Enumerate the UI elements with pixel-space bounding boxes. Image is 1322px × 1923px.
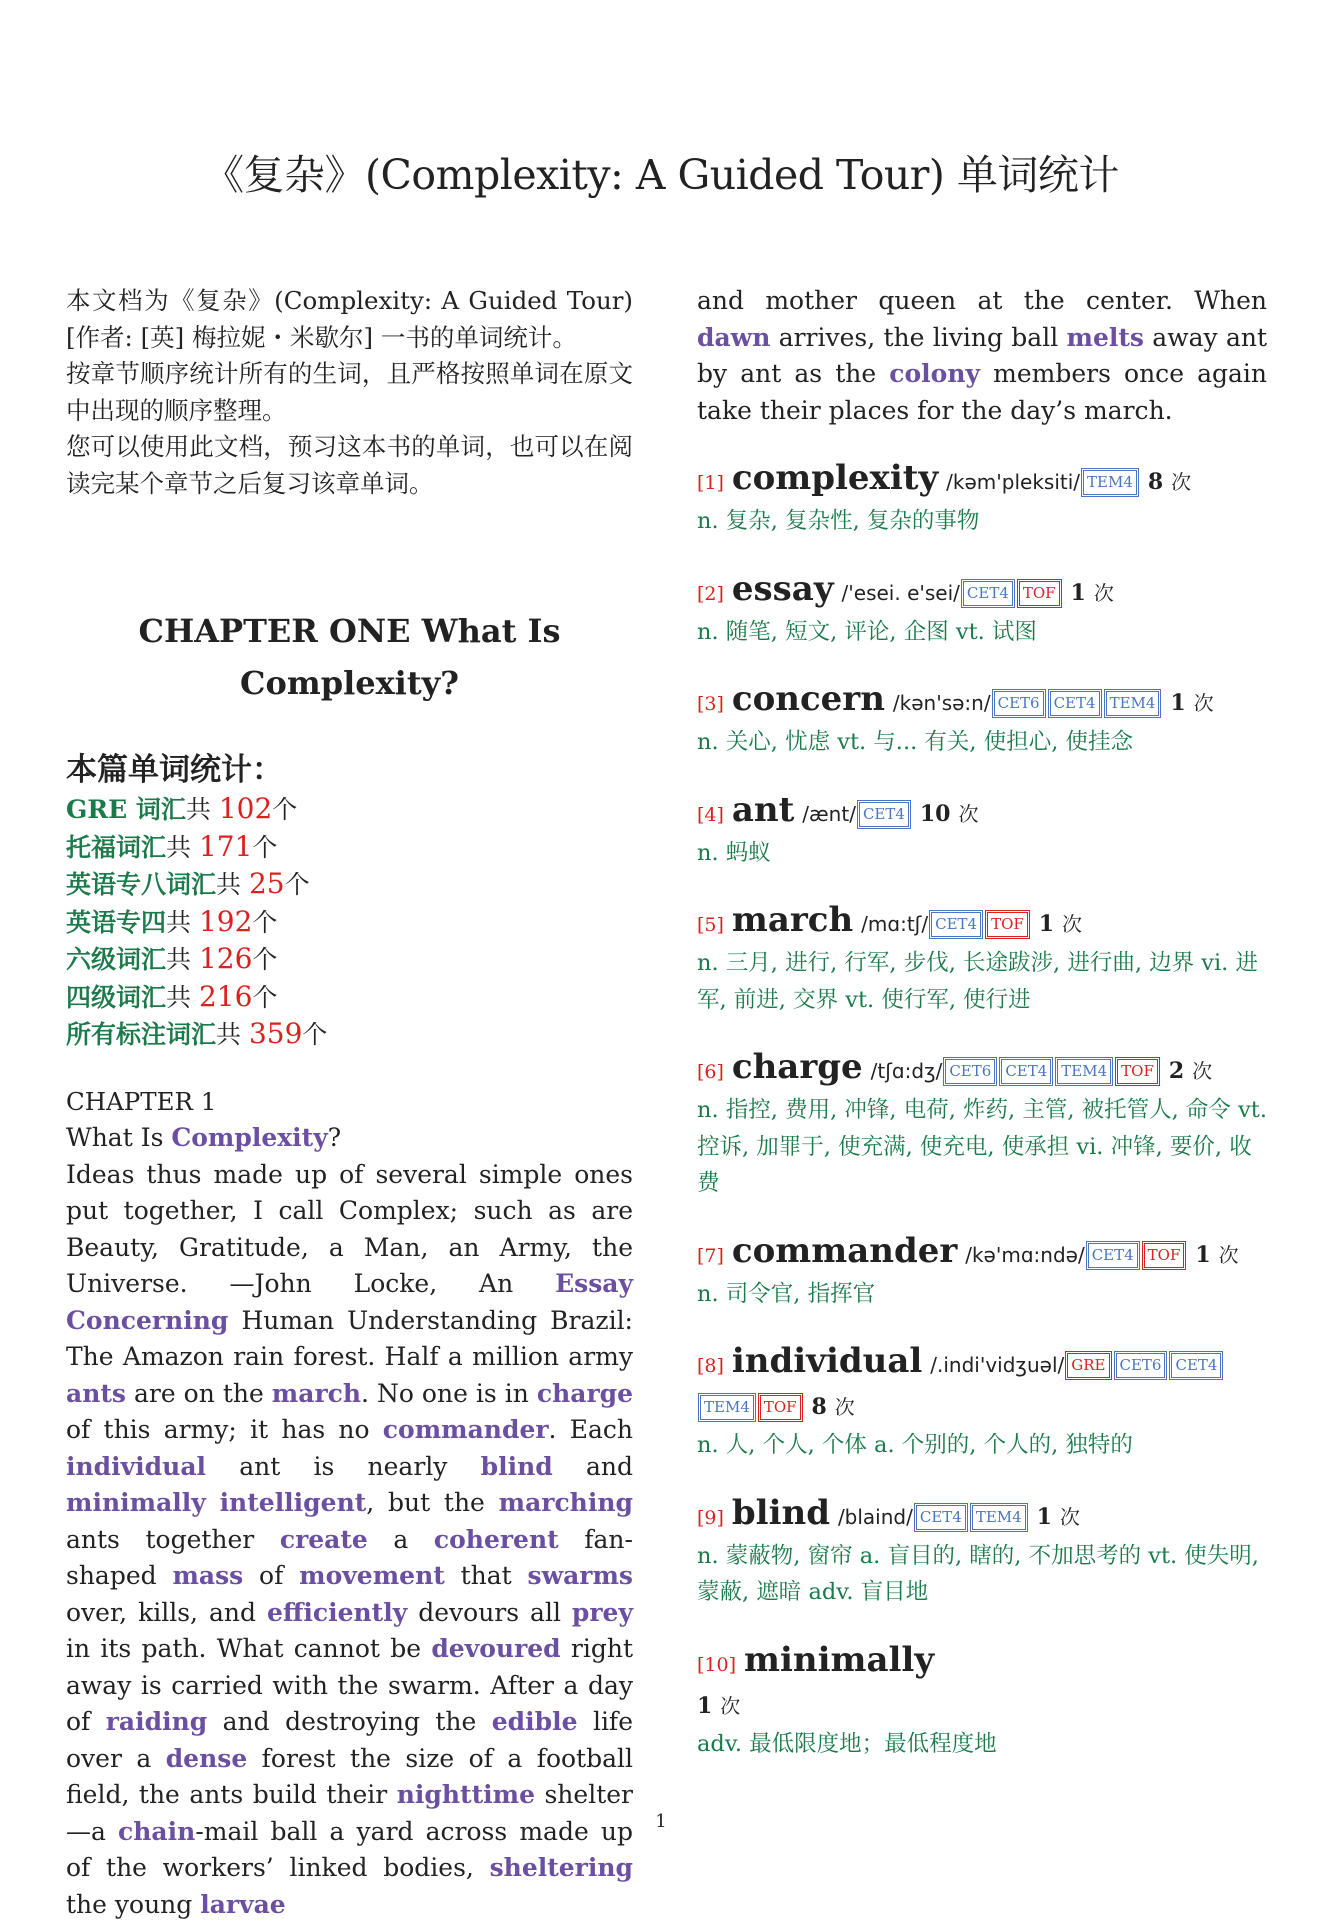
exam-tag: CET6 — [945, 1059, 995, 1084]
word-entry — [697, 1493, 1267, 1611]
stat-label: 托福词汇 — [66, 833, 166, 862]
intro-line: 按章节顺序统计所有的生词，且严格按照单词在原文中出现的顺序整理。 — [66, 359, 633, 425]
stat-row — [66, 1016, 633, 1054]
entry-word: concern — [732, 679, 885, 719]
entry-count: 1 — [1170, 690, 1185, 716]
stat-unit: 个 — [272, 795, 297, 824]
passage-text: right away is carried with the swarm. After a day of — [66, 1634, 633, 1736]
exam-tag: TEM4 — [1106, 691, 1160, 716]
entry-phonetic: /kəm'pleksiti/ — [946, 470, 1080, 494]
stat-row — [66, 941, 633, 979]
passage-left — [66, 1157, 633, 1923]
entry-count-unit: 次 — [1094, 581, 1114, 605]
stat-count: 171 — [199, 830, 252, 863]
entry-word: complexity — [732, 458, 938, 498]
entry-head — [697, 569, 1267, 614]
entry-head — [697, 1341, 1267, 1427]
passage-keyword: colony — [889, 359, 980, 388]
passage-text: . No one is in — [361, 1379, 537, 1408]
passage-keyword: dense — [166, 1744, 248, 1773]
passage-keyword: dawn — [697, 323, 770, 352]
entry-number: [9] — [697, 1507, 724, 1529]
stat-unit: 个 — [252, 945, 277, 974]
word-entry — [697, 569, 1267, 651]
entry-definition: n. 司令官, 指挥官 — [697, 1276, 1267, 1313]
entry-word: minimally — [744, 1640, 934, 1680]
stat-mid: 共 — [216, 1020, 249, 1049]
entry-word: individual — [732, 1341, 922, 1381]
entry-word: march — [732, 900, 853, 940]
entry-phonetic: /tʃɑ:dʒ/ — [871, 1059, 943, 1083]
exam-tag: GRE — [1067, 1353, 1109, 1378]
passage-keyword: Concerning — [66, 1306, 228, 1335]
passage-text: the young — [66, 1890, 200, 1919]
word-entry — [697, 900, 1267, 1018]
stat-count: 126 — [199, 942, 252, 975]
stat-mid: 共 — [216, 870, 249, 899]
entry-count: 8 — [812, 1394, 827, 1420]
word-entries — [697, 458, 1267, 1762]
passage-keyword: individual — [66, 1452, 206, 1481]
stat-label: 所有标注词汇 — [66, 1020, 216, 1049]
chapter-heading — [66, 605, 633, 709]
entry-head — [697, 1493, 1267, 1538]
entry-count: 1 — [1071, 580, 1086, 606]
passage-text: and mother queen at the center. When — [697, 286, 1267, 315]
exam-tag: CET4 — [963, 581, 1013, 606]
stat-mid: 共 — [166, 908, 199, 937]
word-entry — [697, 1047, 1267, 1202]
passage-keyword: swarms — [528, 1561, 634, 1590]
entry-count-unit: 次 — [1060, 1505, 1080, 1529]
entry-phonetic: /kə'mɑ:ndə/ — [965, 1243, 1084, 1267]
entry-number: [10] — [697, 1654, 736, 1676]
exam-tag: CET4 — [1001, 1059, 1051, 1084]
entry-definition: n. 三月, 进行, 行军, 步伐, 长途跋涉, 进行曲, 边界 vi. 进军, 前进, 交界 vt. 使行军, 使行进 — [697, 945, 1267, 1018]
stat-label: 四级词汇 — [66, 983, 166, 1012]
exam-tag: CET4 — [1088, 1243, 1138, 1268]
passage-text: ants together — [66, 1525, 280, 1554]
stat-row — [66, 866, 633, 904]
entry-definition: n. 关心, 忧虑 vt. 与... 有关, 使担心, 使挂念 — [697, 724, 1267, 761]
word-entry — [697, 458, 1267, 540]
exam-tag: TOF — [1117, 1059, 1158, 1084]
entry-phonetic: /'esei. e'sei/ — [842, 581, 960, 605]
intro-line: 本文档为《复杂》(Complexity: A Guided Tour)[作者: [英] 梅拉妮・米歇尔] 一书的单词统计。 — [66, 286, 633, 352]
entry-count-unit: 次 — [1194, 691, 1214, 715]
stat-count: 359 — [249, 1017, 302, 1050]
passage-keyword: efficiently — [267, 1598, 407, 1627]
exam-tag: CET4 — [859, 802, 909, 827]
entry-head — [697, 900, 1267, 945]
entry-definition: adv. 最低限度地；最低程度地 — [697, 1726, 1267, 1763]
stat-row — [66, 829, 633, 867]
entry-count: 2 — [1169, 1058, 1184, 1084]
passage-keyword: chain — [118, 1817, 195, 1846]
intro-paragraph — [66, 283, 633, 502]
passage-text: fan-shaped — [66, 1525, 633, 1591]
entry-definition: n. 复杂, 复杂性, 复杂的事物 — [697, 503, 1267, 540]
document-title: 《复杂》(Complexity: A Guided Tour) 单词统计 — [0, 142, 1322, 201]
passage-text: -mail ball a yard across made up of the workers’ linked bodies, — [66, 1817, 633, 1883]
entry-count-unit: 次 — [958, 802, 978, 826]
passage-text: life over a — [66, 1707, 633, 1773]
entry-count-unit: 次 — [835, 1395, 855, 1419]
passage-text: away ant by ant as the — [697, 323, 1267, 389]
passage-keyword: blind — [481, 1452, 553, 1481]
entry-number: [2] — [697, 583, 724, 605]
exam-tag: TOF — [987, 912, 1028, 937]
passage-text: and — [553, 1452, 633, 1481]
passage-keyword: devoured — [431, 1634, 560, 1663]
entry-number: [4] — [697, 804, 724, 826]
entry-count-unit: 次 — [1219, 1243, 1239, 1267]
passage-keyword: Essay — [555, 1269, 633, 1298]
stat-row — [66, 979, 633, 1017]
stat-unit: 个 — [252, 833, 277, 862]
exam-tag: CET4 — [916, 1505, 966, 1530]
entry-count-unit: 次 — [1062, 912, 1082, 936]
passage-text: of — [243, 1561, 299, 1590]
entry-number: [1] — [697, 472, 724, 494]
chapter-heading-line: CHAPTER ONE What Is — [66, 605, 633, 657]
passage-keyword: marching — [499, 1488, 633, 1517]
exam-tag: CET4 — [1171, 1353, 1221, 1378]
entry-phonetic: /ænt/ — [802, 802, 856, 826]
exam-tag: CET6 — [1116, 1353, 1166, 1378]
passage-keyword: edible — [492, 1707, 578, 1736]
entry-phonetic: /.indi'vidʒuəl/ — [930, 1353, 1064, 1377]
stat-label: 英语专四 — [66, 908, 166, 937]
passage-text: are on the — [126, 1379, 272, 1408]
passage-keyword: charge — [537, 1379, 633, 1408]
passage-text: shelter—a — [66, 1780, 633, 1846]
entry-head — [697, 1640, 1267, 1726]
subtitle-post: ? — [328, 1123, 341, 1152]
entry-count-unit: 次 — [1192, 1059, 1212, 1083]
entry-definition: n. 人, 个人, 个体 a. 个别的, 个人的, 独特的 — [697, 1427, 1267, 1464]
entry-count: 1 — [1195, 1242, 1210, 1268]
stat-unit: 个 — [252, 908, 277, 937]
passage-keyword: ants — [66, 1379, 126, 1408]
passage-keyword: sheltering — [490, 1853, 633, 1882]
exam-tag: TEM4 — [700, 1395, 754, 1420]
passage-text: ant is nearly — [206, 1452, 481, 1481]
passage-text: Ideas thus made up of several simple ones put together, I call Complex; such as are Beauty, Gratitude, a Man, an Army, the Universe. —John Locke, An — [66, 1160, 633, 1299]
entry-head — [697, 1231, 1267, 1276]
word-entry — [697, 1231, 1267, 1313]
word-entry — [697, 1341, 1267, 1464]
entry-phonetic: /mɑ:tʃ/ — [861, 912, 928, 936]
entry-count: 10 — [920, 801, 951, 827]
entry-number: [3] — [697, 693, 724, 715]
entry-number: [5] — [697, 914, 724, 936]
exam-tag: TEM4 — [1057, 1059, 1111, 1084]
entry-number: [7] — [697, 1245, 724, 1267]
subtitle-pre: What Is — [66, 1123, 171, 1152]
passage-text: . Each — [549, 1415, 633, 1444]
entry-word: essay — [732, 569, 834, 609]
passage-keyword: larvae — [200, 1890, 286, 1919]
word-entry — [697, 1640, 1267, 1763]
exam-tag: CET4 — [931, 912, 981, 937]
entry-count-unit: 次 — [1171, 470, 1191, 494]
passage-right — [697, 283, 1267, 429]
word-entry — [697, 790, 1267, 872]
entry-definition: n. 随笔, 短文, 评论, 企图 vt. 试图 — [697, 614, 1267, 651]
entry-number: [6] — [697, 1061, 724, 1083]
stat-count: 192 — [199, 905, 252, 938]
entry-phonetic: /kən'sə:n/ — [893, 691, 991, 715]
stat-mid: 共 — [166, 983, 199, 1012]
stat-mid: 共 — [186, 795, 219, 824]
stat-unit: 个 — [302, 1020, 327, 1049]
stat-mid: 共 — [166, 945, 199, 974]
entry-head — [697, 458, 1267, 503]
entry-count: 1 — [1039, 911, 1054, 937]
stat-label: 英语专八词汇 — [66, 870, 216, 899]
stat-label: 六级词汇 — [66, 945, 166, 974]
entry-head — [697, 790, 1267, 835]
passage-text: arrives, the living ball — [770, 323, 1066, 352]
passage-text: members once again take their places for the day’s march. — [697, 359, 1267, 425]
passage-keyword: minimally — [66, 1488, 206, 1517]
stat-unit: 个 — [285, 870, 310, 899]
entry-number: [8] — [697, 1355, 724, 1377]
passage-text: of this army; it has no — [66, 1415, 383, 1444]
exam-tag: TOF — [1019, 581, 1060, 606]
passage-text: forest the size of a football field, the ants build their — [66, 1744, 633, 1810]
entry-word: ant — [732, 790, 794, 830]
passage-text: a — [368, 1525, 434, 1554]
passage-keyword: intelligent — [220, 1488, 367, 1517]
entry-head — [697, 679, 1267, 724]
passage-keyword: march — [272, 1379, 361, 1408]
entry-definition: n. 指控, 费用, 冲锋, 电荷, 炸药, 主管, 被托管人, 命令 vt. 控诉, 加罪于, 使充满, 使充电, 使承担 vi. 冲锋, 要价, 收费 — [697, 1092, 1267, 1202]
chapter-subtitle — [66, 1120, 633, 1157]
passage-keyword: coherent — [434, 1525, 559, 1554]
passage-keyword: mass — [172, 1561, 243, 1590]
right-column — [697, 283, 1267, 1762]
stats-list — [66, 791, 633, 1054]
passage-keyword: prey — [572, 1598, 633, 1627]
word-entry — [697, 679, 1267, 761]
entry-word: commander — [732, 1231, 957, 1271]
passage-text: Human Understanding Brazil: The Amazon rain forest. Half a million army — [66, 1306, 633, 1372]
passage-text: devours all — [407, 1598, 572, 1627]
chapter-heading-line: Complexity? — [66, 657, 633, 709]
entry-definition: n. 蒙蔽物, 窗帘 a. 盲目的, 瞎的, 不加思考的 vt. 使失明, 蒙蔽, 遮暗 adv. 盲目地 — [697, 1538, 1267, 1611]
passage-keyword: create — [280, 1525, 368, 1554]
entry-count-unit: 次 — [720, 1694, 740, 1718]
stat-count: 216 — [199, 980, 252, 1013]
exam-tag: TEM4 — [972, 1505, 1026, 1530]
entry-word: blind — [732, 1493, 830, 1533]
passage-text: over, kills, and — [66, 1598, 267, 1627]
stat-mid: 共 — [166, 833, 199, 862]
exam-tag: CET6 — [994, 691, 1044, 716]
left-column — [66, 283, 633, 1923]
passage-keyword: melts — [1067, 323, 1144, 352]
entry-phonetic: /blaind/ — [838, 1505, 913, 1529]
passage-text — [206, 1488, 220, 1517]
exam-tag: TOF — [1144, 1243, 1185, 1268]
page-number: 1 — [0, 1811, 1322, 1832]
passage-text: , but the — [366, 1488, 498, 1517]
passage-text: in its path. What cannot be — [66, 1634, 431, 1663]
passage-text: that — [445, 1561, 528, 1590]
passage-keyword: movement — [299, 1561, 445, 1590]
passage-keyword: nighttime — [397, 1780, 535, 1809]
exam-tag: TEM4 — [1083, 470, 1137, 495]
stat-count: 102 — [219, 792, 272, 825]
subtitle-keyword: Complexity — [171, 1123, 327, 1152]
stat-row — [66, 904, 633, 942]
stat-unit: 个 — [252, 983, 277, 1012]
entry-count: 1 — [697, 1693, 712, 1719]
entry-word: charge — [732, 1047, 863, 1087]
stat-label: GRE 词汇 — [66, 795, 186, 824]
intro-line: 您可以使用此文档，预习这本书的单词，也可以在阅读完某个章节之后复习该章单词。 — [66, 432, 633, 498]
entry-count: 8 — [1148, 469, 1163, 495]
chapter-label: CHAPTER 1 — [66, 1084, 633, 1121]
entry-head — [697, 1047, 1267, 1092]
stat-row — [66, 791, 633, 829]
passage-keyword: raiding — [106, 1707, 208, 1736]
stats-title: 本篇单词统计： — [66, 749, 633, 791]
passage-keyword: commander — [383, 1415, 549, 1444]
entry-count: 1 — [1037, 1504, 1052, 1530]
exam-tag: CET4 — [1050, 691, 1100, 716]
passage-text: and destroying the — [207, 1707, 492, 1736]
stat-count: 25 — [249, 867, 285, 900]
entry-definition: n. 蚂蚁 — [697, 835, 1267, 872]
exam-tag: TOF — [760, 1395, 801, 1420]
